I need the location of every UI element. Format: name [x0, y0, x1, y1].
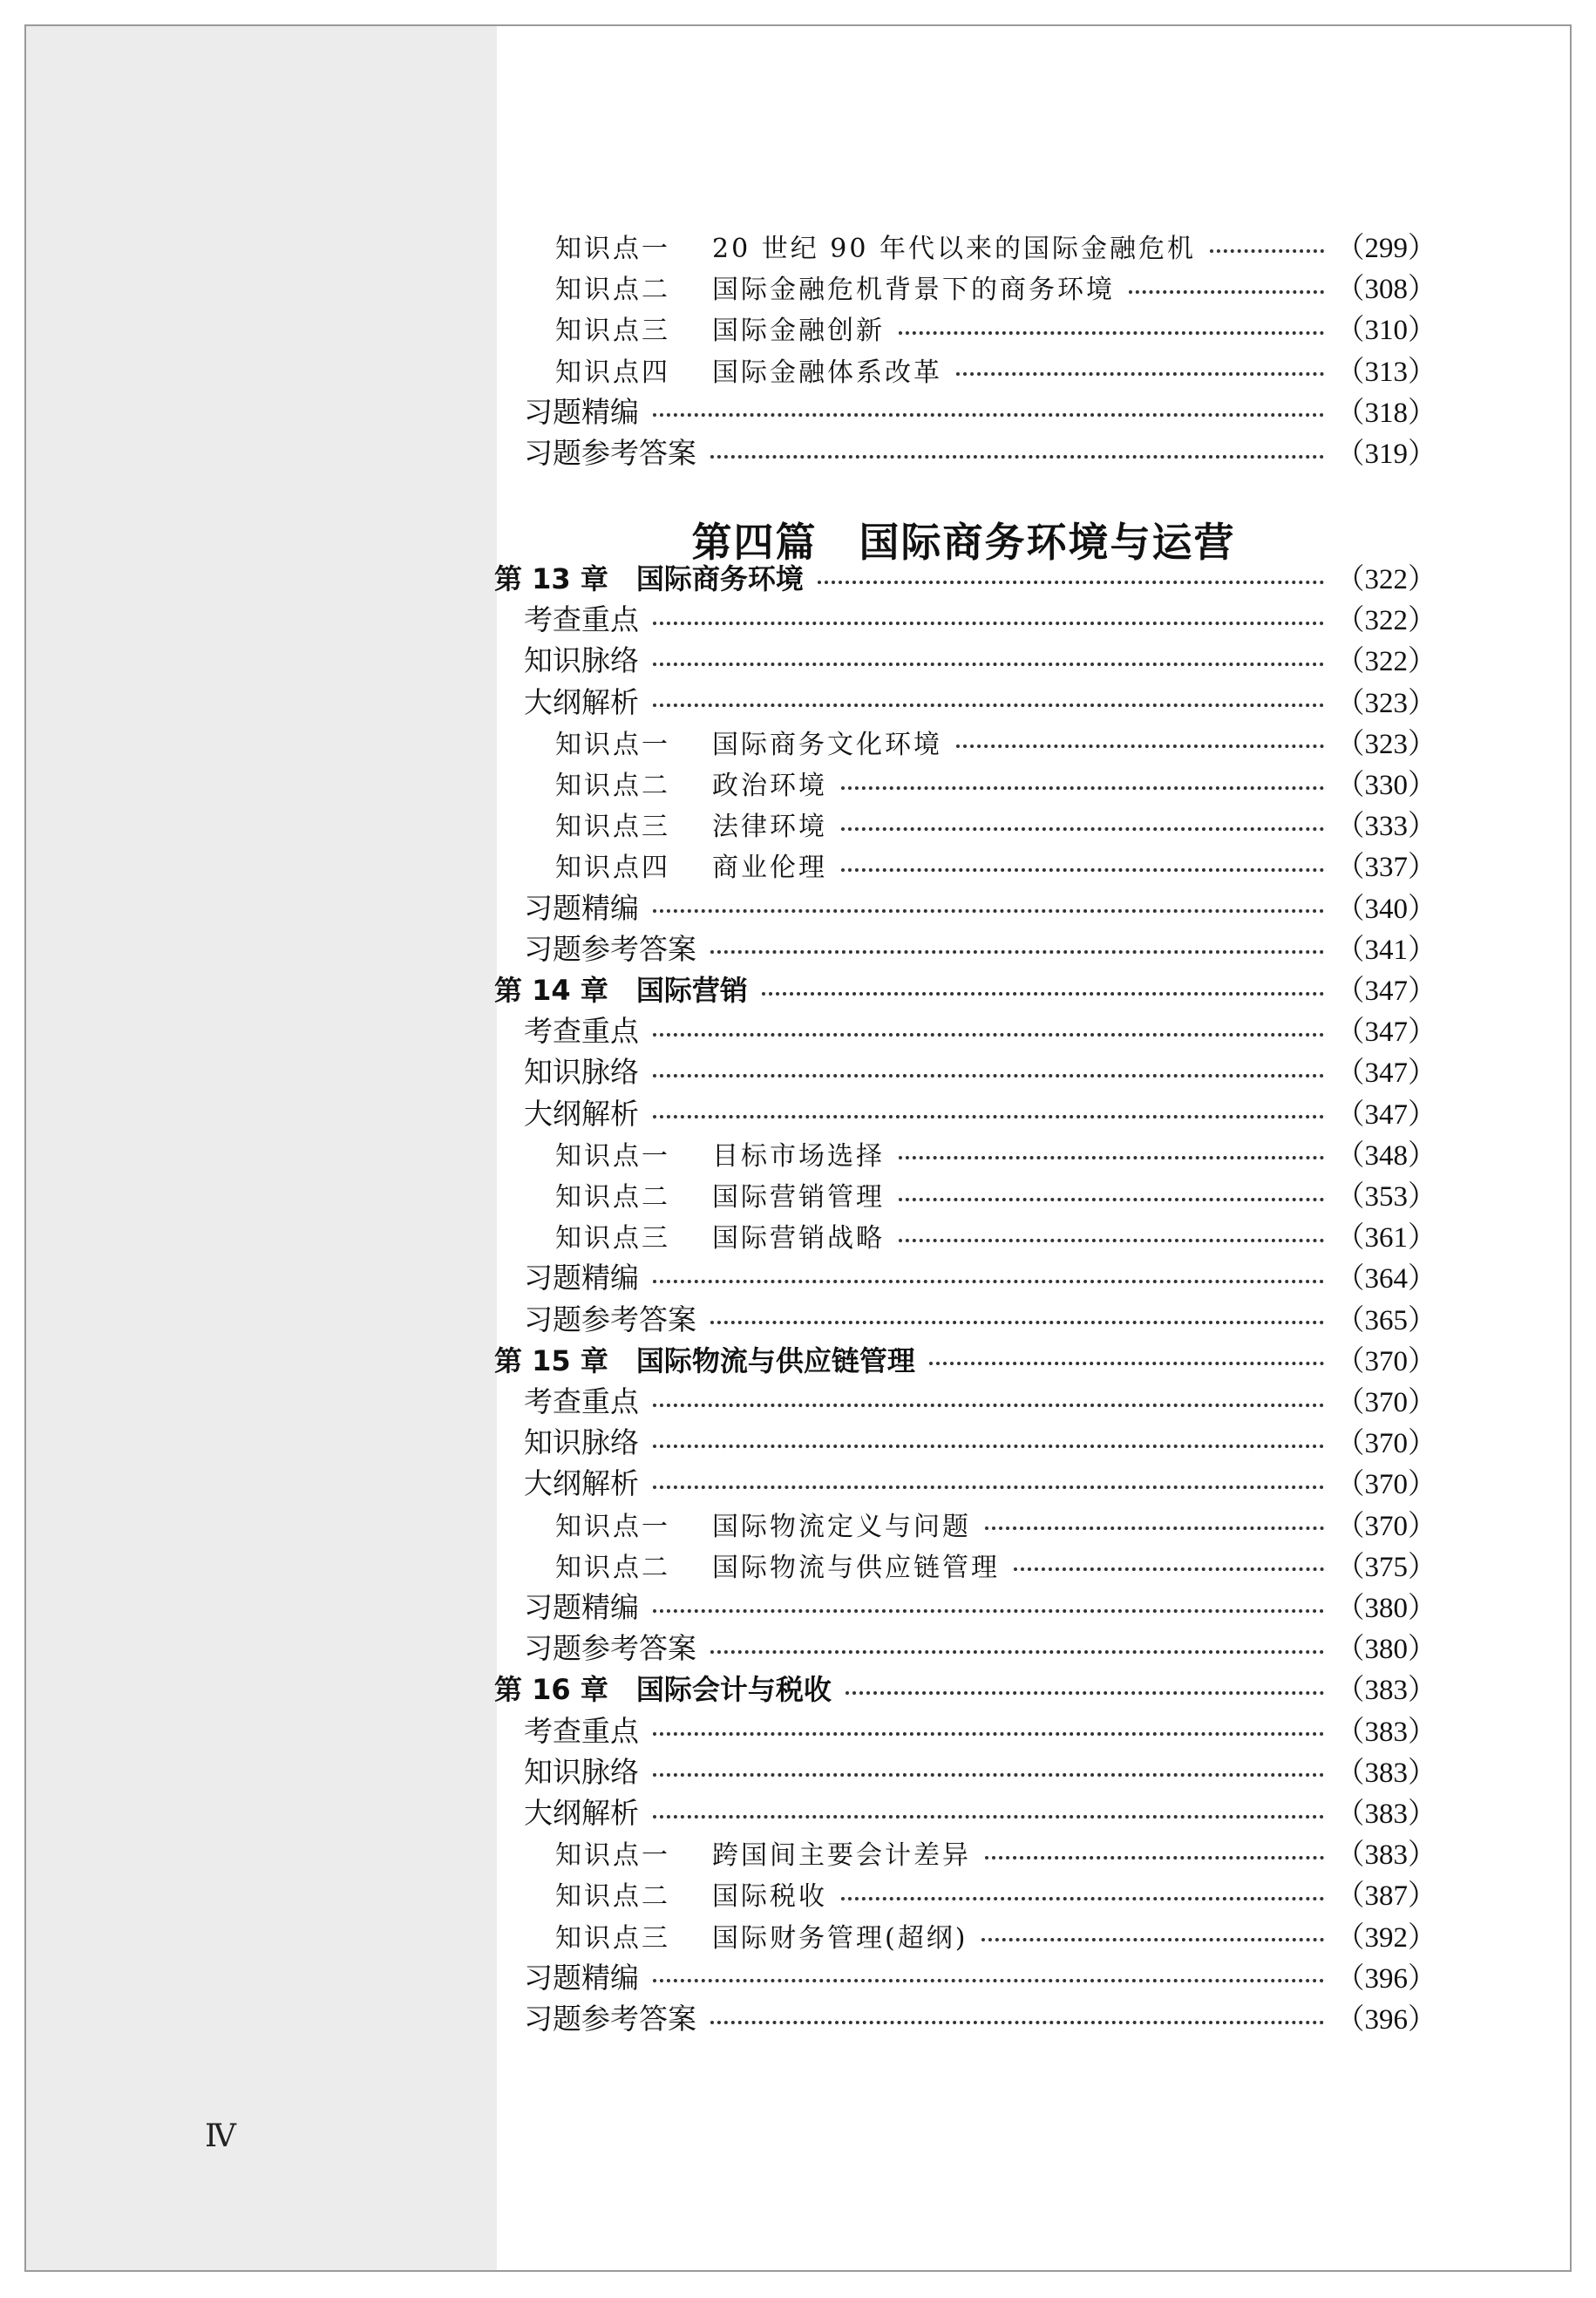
- knowledge-point-title: 商业伦理: [712, 853, 827, 884]
- toc-section-entry[interactable]: [524, 1996, 1436, 2037]
- knowledge-point-title: 国际金融体系改革: [712, 357, 942, 388]
- dot-leader: [653, 1033, 1324, 1037]
- dot-leader: [653, 1115, 1324, 1118]
- toc-page-number: （333）: [1335, 811, 1436, 843]
- dot-leader: [653, 909, 1324, 913]
- toc-entry-label: 第 16 章 国际会计与税收: [494, 1673, 832, 1707]
- dot-leader: [710, 455, 1324, 459]
- toc-knowledge-point-entry[interactable]: [555, 803, 1436, 844]
- toc-page-number: （348）: [1335, 1139, 1436, 1172]
- toc-page-number: （323）: [1335, 728, 1436, 760]
- dot-leader: [653, 1486, 1324, 1489]
- dot-leader: [653, 1404, 1324, 1407]
- toc-entry-label: 习题参考答案: [524, 931, 696, 966]
- dot-leader: [929, 1362, 1324, 1365]
- toc-entry-label: 大纲解析: [524, 1096, 639, 1131]
- toc-page-number: （365）: [1335, 1304, 1436, 1336]
- toc-knowledge-point-entry[interactable]: [555, 349, 1436, 390]
- toc-section-entry[interactable]: [524, 1585, 1436, 1626]
- dot-leader: [841, 1897, 1324, 1900]
- toc-entry-label: 第 15 章 国际物流与供应链管理: [494, 1343, 915, 1377]
- toc-knowledge-point-entry[interactable]: [555, 1544, 1436, 1585]
- toc-entry-label: 知识脉络: [524, 643, 639, 678]
- dot-leader: [846, 1691, 1324, 1695]
- toc-entry-label: [555, 1916, 968, 1955]
- toc-page-number: （313）: [1335, 356, 1436, 388]
- knowledge-point-title: 国际营销战略: [712, 1223, 885, 1254]
- toc-knowledge-point-entry[interactable]: [555, 762, 1436, 803]
- knowledge-point-number: 知识点三: [555, 1223, 670, 1254]
- toc-section-entry[interactable]: [524, 1009, 1436, 1050]
- toc-knowledge-point-entry[interactable]: [555, 1173, 1436, 1214]
- toc-entry-label: [555, 1134, 885, 1173]
- toc-section-entry[interactable]: [524, 390, 1436, 431]
- dot-leader: [653, 1773, 1324, 1777]
- toc-page-number: （383）: [1335, 1675, 1436, 1707]
- knowledge-point-title: 国际金融危机背景下的商务环境: [712, 275, 1115, 306]
- dot-leader: [653, 1280, 1324, 1283]
- toc-section-entry[interactable]: [524, 1461, 1436, 1502]
- knowledge-point-number: 知识点四: [555, 357, 670, 388]
- toc-page-number: （370）: [1335, 1387, 1436, 1418]
- toc-section-entry[interactable]: [524, 1750, 1436, 1791]
- toc-entry-label: [555, 309, 885, 347]
- dot-leader: [956, 744, 1324, 748]
- toc-entry-label: 习题精编: [524, 890, 639, 925]
- knowledge-point-number: 知识点一: [555, 729, 670, 760]
- toc-knowledge-point-entry[interactable]: [555, 721, 1436, 762]
- dot-leader: [899, 1198, 1324, 1201]
- toc-section-entry[interactable]: [524, 638, 1436, 679]
- dot-leader: [653, 663, 1324, 666]
- toc-entry-label: 考查重点: [524, 1713, 639, 1748]
- knowledge-point-number: 知识点二: [555, 771, 670, 801]
- toc-page-number: （364）: [1335, 1263, 1436, 1295]
- toc-knowledge-point-entry[interactable]: [555, 307, 1436, 348]
- toc-page-number: （383）: [1335, 1798, 1436, 1830]
- dot-leader: [956, 372, 1324, 376]
- dot-leader: [710, 1321, 1324, 1324]
- toc-entry-label: [555, 1833, 971, 1872]
- toc-section-entry[interactable]: [524, 1379, 1436, 1420]
- toc-entry-label: 知识脉络: [524, 1754, 639, 1789]
- toc-entry-label: 考查重点: [524, 1014, 639, 1049]
- toc-entry-label: 习题精编: [524, 1261, 639, 1295]
- dot-leader: [653, 1445, 1324, 1448]
- knowledge-point-number: 知识点二: [555, 1182, 670, 1213]
- toc-page-number: （383）: [1335, 1716, 1436, 1748]
- toc-entry-label: [555, 350, 942, 389]
- toc-entry-label: [555, 1874, 827, 1913]
- toc-entry-label: [555, 1505, 971, 1543]
- toc-entry-label: 第 14 章 国际营销: [494, 974, 748, 1007]
- dot-leader: [1129, 290, 1324, 294]
- toc-page-number: （310）: [1335, 315, 1436, 347]
- dot-leader: [710, 950, 1324, 954]
- toc-section-entry[interactable]: [524, 1255, 1436, 1296]
- dot-leader: [653, 413, 1324, 417]
- knowledge-point-number: 知识点一: [555, 234, 670, 264]
- knowledge-point-number: 知识点三: [555, 812, 670, 843]
- knowledge-point-number: 知识点二: [555, 1552, 670, 1583]
- toc-page-number: （308）: [1335, 274, 1436, 306]
- toc-entry-label: 习题精编: [524, 394, 639, 429]
- toc-section-entry[interactable]: [524, 1420, 1436, 1461]
- toc-page-number: （322）: [1335, 646, 1436, 678]
- toc-chapter-entry[interactable]: [494, 1667, 1436, 1708]
- dot-leader: [841, 827, 1324, 831]
- toc-knowledge-point-entry[interactable]: [555, 1873, 1436, 1914]
- toc-section-entry[interactable]: [524, 1050, 1436, 1091]
- toc-entry-label: [555, 1216, 885, 1254]
- toc-page-number: （370）: [1335, 1469, 1436, 1501]
- toc-entry-label: [555, 1175, 885, 1214]
- dot-leader: [981, 1938, 1323, 1941]
- toc-entry-label: 习题参考答案: [524, 1302, 696, 1336]
- knowledge-point-title: 国际营销管理: [712, 1182, 885, 1213]
- toc-page-number: （340）: [1335, 893, 1436, 925]
- dot-leader: [818, 581, 1324, 584]
- toc-page-number: （322）: [1335, 605, 1436, 637]
- knowledge-point-title: 20 世纪 90 年代以来的国际金融危机: [712, 234, 1196, 264]
- toc-page-number: （323）: [1335, 687, 1436, 719]
- toc-knowledge-point-entry[interactable]: [555, 266, 1436, 307]
- knowledge-point-number: 知识点四: [555, 853, 670, 884]
- toc-entry-label: 大纲解析: [524, 1466, 639, 1501]
- toc-entry-label: 知识脉络: [524, 1055, 639, 1090]
- toc-entry-label: 考查重点: [524, 602, 639, 637]
- toc-entry-label: 习题精编: [524, 1590, 639, 1624]
- knowledge-point-title: 国际税收: [712, 1881, 827, 1913]
- toc-section-entry[interactable]: [524, 886, 1436, 927]
- knowledge-point-number: 知识点一: [555, 1511, 670, 1542]
- toc-knowledge-point-entry[interactable]: [555, 1503, 1436, 1544]
- toc-entry-label: [555, 227, 1196, 265]
- toc-section-entry[interactable]: [524, 927, 1436, 968]
- toc-page-number: （380）: [1335, 1593, 1436, 1624]
- dot-leader: [762, 992, 1324, 996]
- toc-page-number: （370）: [1335, 1510, 1436, 1542]
- knowledge-point-title: 国际商务文化环境: [712, 729, 942, 760]
- dot-leader: [841, 786, 1324, 790]
- toc-entry-label: [555, 764, 827, 802]
- dot-leader: [1014, 1567, 1324, 1571]
- knowledge-point-number: 知识点一: [555, 1140, 670, 1172]
- table-of-contents: [26, 26, 1570, 2270]
- toc-page-number: （370）: [1335, 1428, 1436, 1460]
- toc-entry-label: [555, 268, 1115, 306]
- toc-page-number: （375）: [1335, 1551, 1436, 1583]
- toc-entry-label: [555, 805, 827, 843]
- toc-section-entry[interactable]: [524, 680, 1436, 721]
- dot-leader: [899, 1156, 1324, 1159]
- toc-page-number: （361）: [1335, 1222, 1436, 1254]
- toc-page-number: （318）: [1335, 397, 1436, 429]
- knowledge-point-title: 法律环境: [712, 812, 827, 843]
- toc-chapter-entry[interactable]: [494, 1338, 1436, 1379]
- toc-page-number: （396）: [1335, 2004, 1436, 2036]
- dot-leader: [1210, 249, 1324, 253]
- knowledge-point-title: 国际金融创新: [712, 316, 885, 347]
- toc-page-number: （347）: [1335, 1098, 1436, 1131]
- toc-knowledge-point-entry[interactable]: [555, 225, 1436, 266]
- toc-page-number: （347）: [1335, 1057, 1436, 1090]
- dot-leader: [841, 868, 1324, 872]
- toc-page-number: （383）: [1335, 1757, 1436, 1789]
- knowledge-point-title: 政治环境: [712, 771, 827, 801]
- toc-page-number: （347）: [1335, 1016, 1436, 1049]
- toc-section-entry[interactable]: [524, 1709, 1436, 1750]
- dot-leader: [653, 1732, 1324, 1736]
- knowledge-point-title: 国际物流定义与问题: [712, 1511, 971, 1542]
- toc-entry-label: 习题参考答案: [524, 2002, 696, 2036]
- toc-page-number: （387）: [1335, 1880, 1436, 1913]
- page-frame: [24, 24, 1572, 2272]
- dot-leader: [653, 704, 1324, 707]
- toc-chapter-entry[interactable]: [494, 968, 1436, 1009]
- dot-leader: [653, 1609, 1324, 1613]
- toc-entry-label: [555, 1546, 1000, 1584]
- toc-page-number: （322）: [1335, 564, 1436, 595]
- toc-entry-label: [555, 846, 827, 884]
- knowledge-point-number: 知识点二: [555, 1881, 670, 1913]
- knowledge-point-title: 跨国间主要会计差异: [712, 1840, 971, 1872]
- toc-page-number: （319）: [1335, 439, 1436, 470]
- toc-entry-label: 习题参考答案: [524, 1631, 696, 1666]
- toc-section-entry[interactable]: [524, 431, 1436, 472]
- toc-entry-label: 习题参考答案: [524, 436, 696, 470]
- toc-page-number: （347）: [1335, 976, 1436, 1007]
- toc-knowledge-point-entry[interactable]: [555, 1832, 1436, 1873]
- knowledge-point-title: 国际物流与供应链管理: [712, 1552, 1000, 1583]
- toc-page-number: （337）: [1335, 852, 1436, 884]
- toc-section-entry[interactable]: [524, 597, 1436, 638]
- knowledge-point-number: 知识点三: [555, 1922, 670, 1954]
- toc-entry-label: 大纲解析: [524, 684, 639, 719]
- toc-knowledge-point-entry[interactable]: [555, 1914, 1436, 1955]
- toc-page-number: （353）: [1335, 1181, 1436, 1213]
- dot-leader: [653, 1815, 1324, 1819]
- knowledge-point-title: 目标市场选择: [712, 1140, 885, 1172]
- dot-leader: [710, 2021, 1324, 2024]
- knowledge-point-number: 知识点一: [555, 1840, 670, 1872]
- knowledge-point-number: 知识点三: [555, 316, 670, 347]
- toc-entry-label: [555, 723, 942, 761]
- toc-entry-label: 知识脉络: [524, 1425, 639, 1460]
- toc-section-entry[interactable]: [524, 1791, 1436, 1832]
- dot-leader: [653, 1074, 1324, 1078]
- toc-page-number: （396）: [1335, 1962, 1436, 1995]
- toc-section-entry[interactable]: [524, 1297, 1436, 1338]
- dot-leader: [985, 1526, 1324, 1530]
- toc-page-number: （392）: [1335, 1921, 1436, 1954]
- toc-page-number: （380）: [1335, 1634, 1436, 1666]
- knowledge-point-title: 国际财务管理(超纲): [712, 1922, 968, 1954]
- toc-page-number: （341）: [1335, 934, 1436, 966]
- toc-knowledge-point-entry[interactable]: [555, 1214, 1436, 1255]
- toc-knowledge-point-entry[interactable]: [555, 1132, 1436, 1173]
- toc-page-number: （383）: [1335, 1839, 1436, 1872]
- toc-chapter-entry[interactable]: [494, 556, 1436, 597]
- toc-entry-label: 考查重点: [524, 1384, 639, 1418]
- dot-leader: [653, 1979, 1324, 1982]
- dot-leader: [653, 622, 1324, 625]
- knowledge-point-number: 知识点二: [555, 275, 670, 306]
- toc-page-number: （299）: [1335, 233, 1436, 264]
- toc-page-number: （370）: [1335, 1345, 1436, 1377]
- part-title: 第四篇 国际商务环境与运营: [691, 519, 1236, 566]
- toc-section-entry[interactable]: [524, 1955, 1436, 1996]
- toc-section-entry[interactable]: [524, 1626, 1436, 1667]
- page-number: Ⅳ: [205, 2118, 236, 2154]
- toc-entry-label: 第 13 章 国际商务环境: [494, 562, 804, 595]
- dot-leader: [985, 1856, 1324, 1859]
- toc-entry-label: 习题精编: [524, 1960, 639, 1995]
- dot-leader: [899, 331, 1324, 335]
- toc-knowledge-point-entry[interactable]: [555, 844, 1436, 885]
- toc-section-entry[interactable]: [524, 1091, 1436, 1132]
- dot-leader: [899, 1239, 1324, 1242]
- toc-entry-label: 大纲解析: [524, 1796, 639, 1830]
- dot-leader: [710, 1650, 1324, 1654]
- toc-page-number: （330）: [1335, 770, 1436, 801]
